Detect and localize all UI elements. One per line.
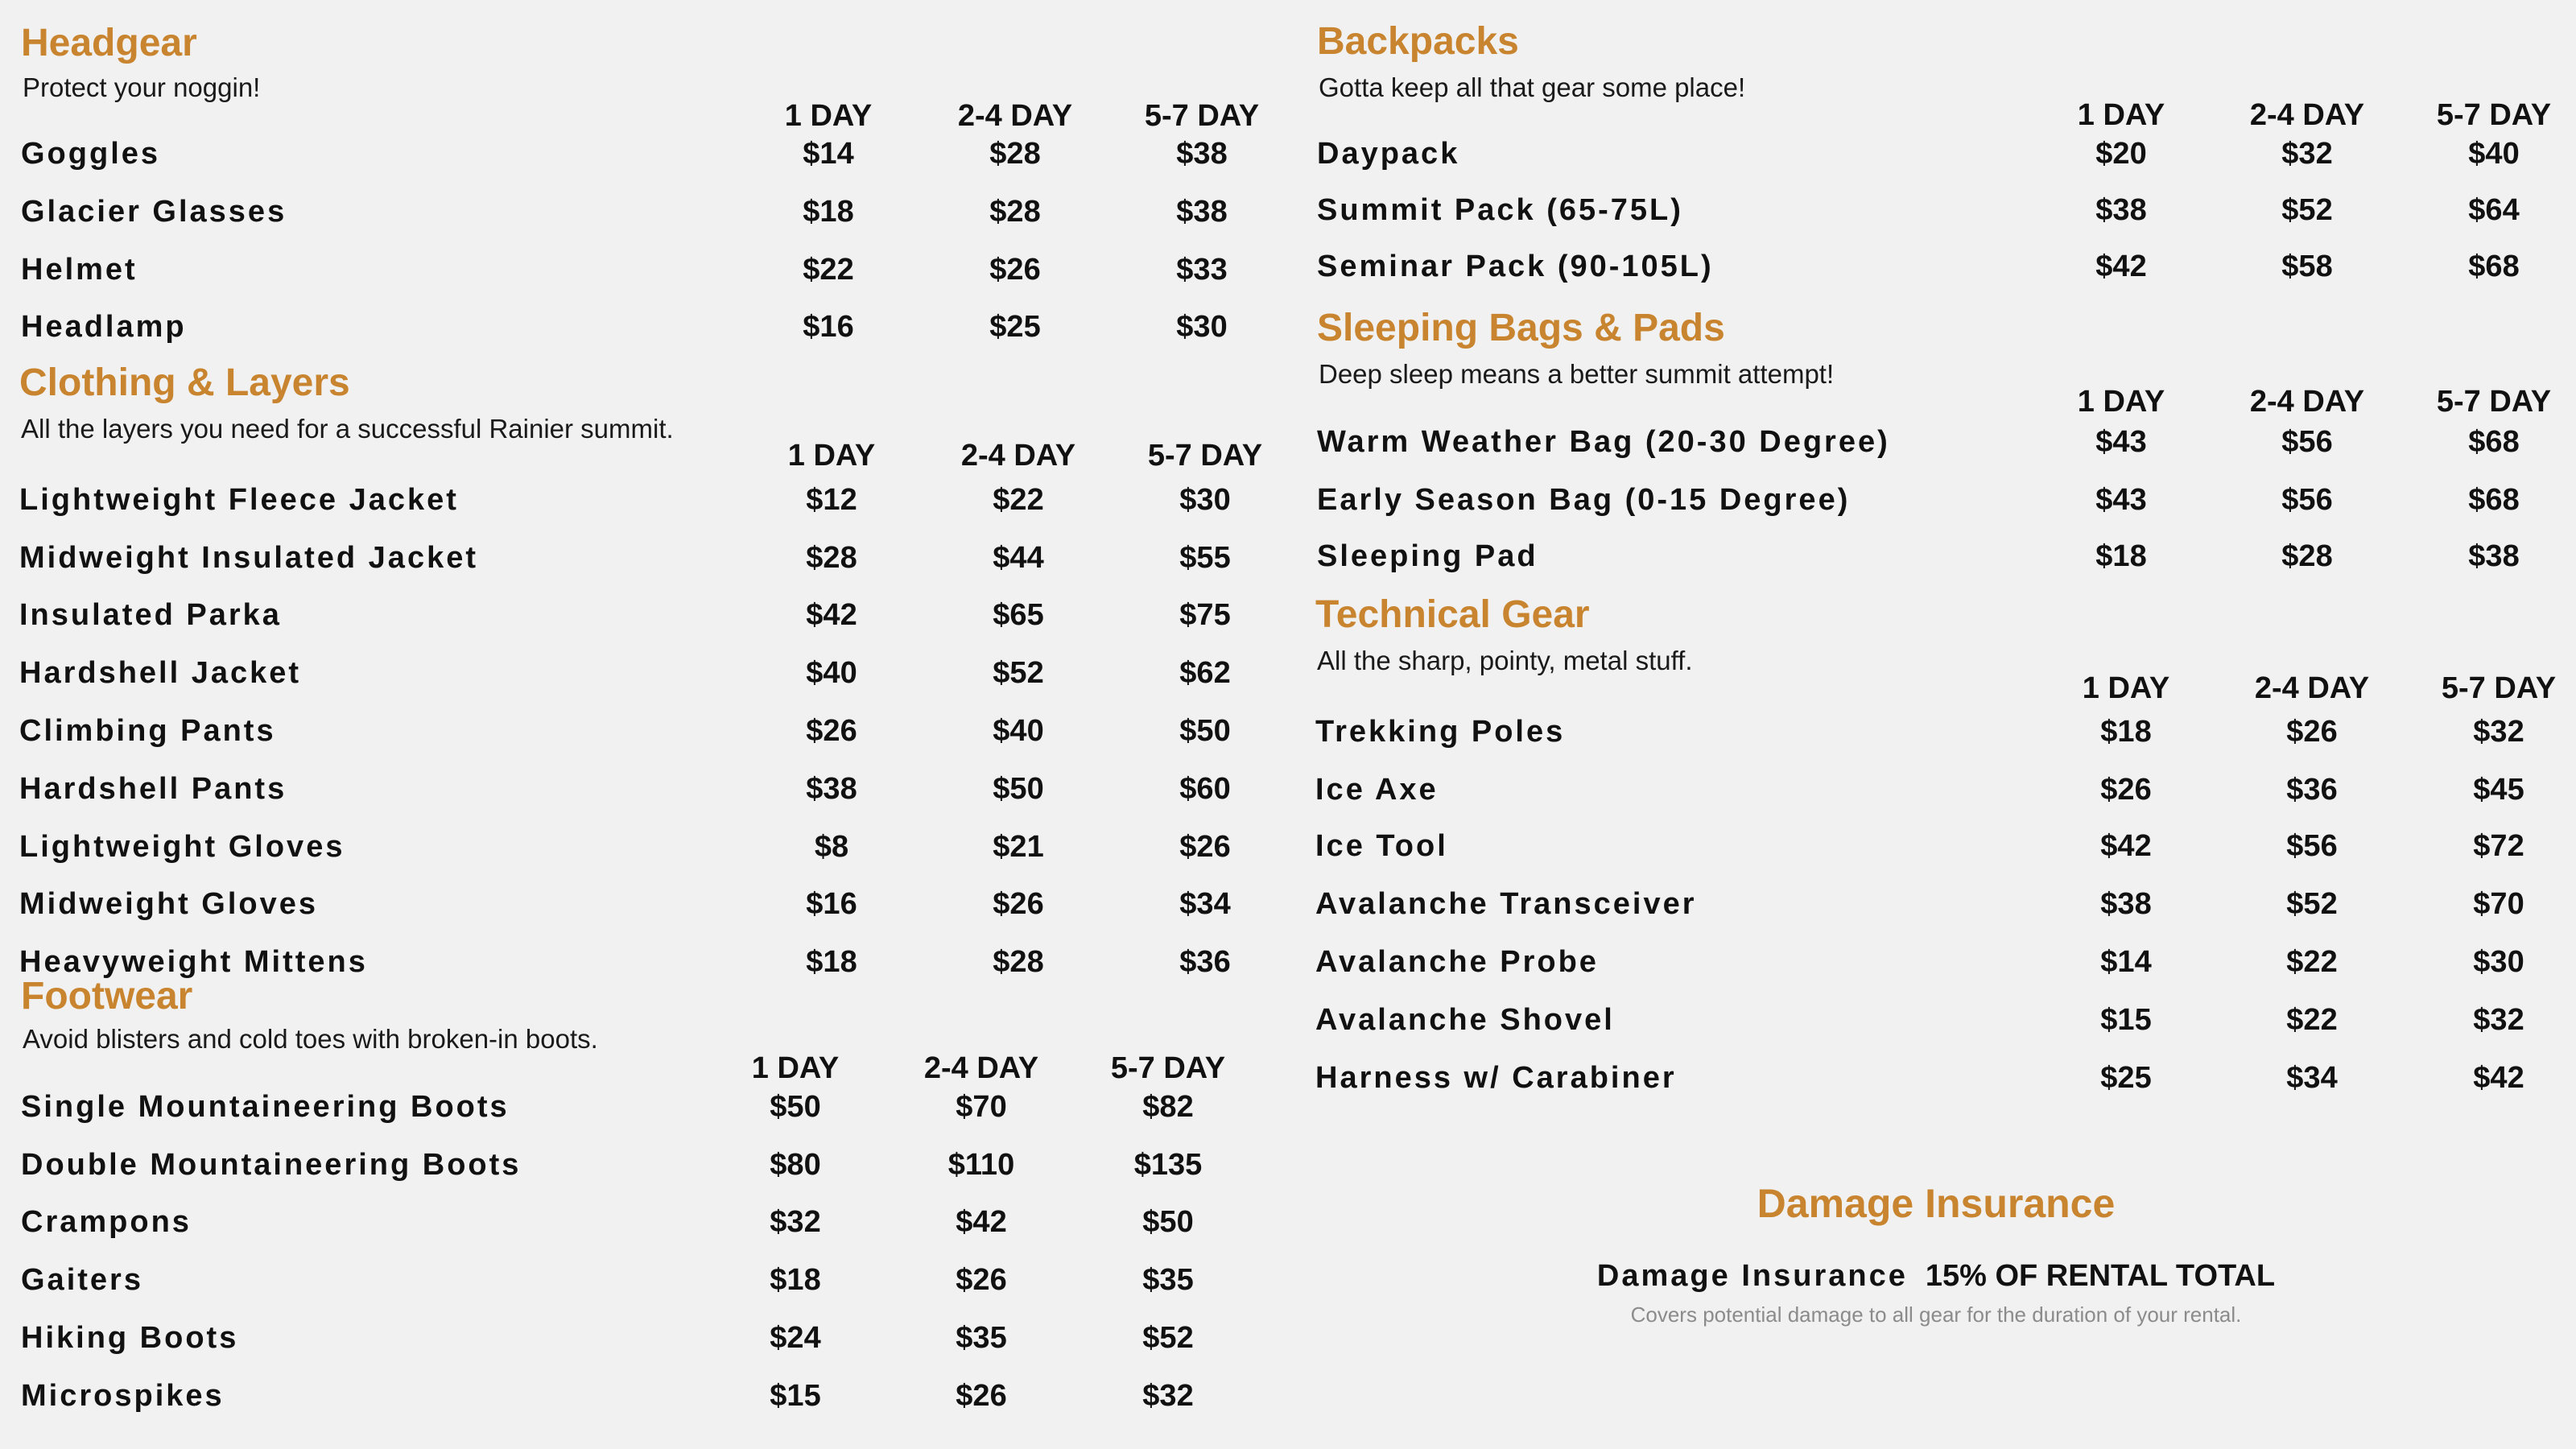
item-name: Avalanche Shovel: [1315, 1003, 1615, 1037]
price-5-7-day: $50: [1179, 714, 1231, 748]
price-2-4-day: $28: [989, 195, 1041, 229]
column-header-2-4-day: 2-4 DAY: [957, 99, 1073, 133]
price-2-4-day: $22: [993, 483, 1044, 517]
item-name: Avalanche Probe: [1315, 945, 1599, 979]
price-5-7-day: $75: [1179, 598, 1231, 632]
price-5-7-day: $30: [2473, 945, 2524, 979]
column-header-2-4-day: 2-4 DAY: [960, 439, 1076, 473]
price-1-day: $38: [806, 772, 857, 806]
column-header-2-4-day: 2-4 DAY: [2254, 671, 2370, 705]
column-header-1-day: 1 DAY: [2082, 671, 2170, 705]
price-1-day: $38: [2100, 887, 2152, 921]
section-title: Sleeping Bags & Pads: [1317, 307, 1725, 349]
price-2-4-day: $52: [993, 656, 1044, 690]
price-5-7-day: $42: [2473, 1061, 2524, 1095]
price-2-4-day: $26: [993, 887, 1044, 921]
price-1-day: $18: [806, 945, 857, 979]
section-subtitle: Protect your noggin!: [23, 72, 261, 102]
price-5-7-day: $68: [2468, 250, 2520, 283]
price-1-day: $18: [2100, 715, 2152, 749]
price-5-7-day: $82: [1142, 1090, 1194, 1124]
price-1-day: $18: [770, 1263, 821, 1297]
price-1-day: $80: [770, 1148, 821, 1182]
price-5-7-day: $26: [1179, 830, 1231, 864]
column-header-1-day: 1 DAY: [784, 99, 873, 133]
section-subtitle: Gotta keep all that gear some place!: [1319, 72, 1746, 102]
item-name: Hiking Boots: [21, 1321, 239, 1355]
price-5-7-day: $64: [2468, 193, 2520, 227]
price-2-4-day: $50: [993, 772, 1044, 806]
price-5-7-day: $62: [1179, 656, 1231, 690]
price-2-4-day: $28: [993, 945, 1044, 979]
price-2-4-day: $42: [956, 1205, 1007, 1239]
price-2-4-day: $58: [2281, 250, 2333, 283]
price-5-7-day: $30: [1179, 483, 1231, 517]
price-2-4-day: $70: [956, 1090, 1007, 1124]
price-2-4-day: $35: [956, 1321, 1007, 1355]
price-2-4-day: $26: [956, 1263, 1007, 1297]
item-name: Hardshell Pants: [19, 772, 287, 806]
price-1-day: $26: [806, 714, 857, 748]
item-name: Glacier Glasses: [21, 195, 287, 229]
section-subtitle: Deep sleep means a better summit attempt!: [1319, 359, 1835, 389]
price-5-7-day: $68: [2468, 483, 2520, 517]
price-2-4-day: $40: [993, 714, 1044, 748]
item-name: Insulated Parka: [19, 598, 282, 632]
item-name: Hardshell Jacket: [19, 656, 302, 690]
price-2-4-day: $110: [947, 1148, 1015, 1182]
price-2-4-day: $22: [2286, 945, 2338, 979]
price-2-4-day: $65: [993, 598, 1044, 632]
price-5-7-day: $30: [1176, 310, 1228, 344]
item-name: Midweight Insulated Jacket: [19, 541, 478, 575]
section-title: Footwear: [21, 975, 193, 1018]
price-1-day: $28: [806, 541, 857, 575]
price-5-7-day: $52: [1142, 1321, 1194, 1355]
price-1-day: $42: [806, 598, 857, 632]
price-1-day: $22: [803, 253, 854, 287]
item-name: Harness w/ Carabiner: [1315, 1061, 1677, 1095]
insurance-block: [1530, 1183, 2343, 1327]
item-name: Single Mountaineering Boots: [21, 1090, 510, 1124]
column-header-1-day: 1 DAY: [2077, 98, 2165, 132]
price-1-day: $50: [770, 1090, 821, 1124]
price-2-4-day: $44: [993, 541, 1044, 575]
price-5-7-day: $55: [1179, 541, 1231, 575]
price-5-7-day: $38: [1176, 137, 1228, 171]
price-2-4-day: $28: [989, 137, 1041, 171]
price-2-4-day: $26: [956, 1379, 1007, 1413]
price-5-7-day: $135: [1133, 1148, 1203, 1182]
column-header-5-7-day: 5-7 DAY: [2436, 98, 2552, 132]
price-1-day: $25: [2100, 1061, 2152, 1095]
price-2-4-day: $32: [2281, 137, 2333, 171]
price-1-day: $32: [770, 1205, 821, 1239]
item-name: Microspikes: [21, 1379, 225, 1413]
price-5-7-day: $68: [2468, 425, 2520, 459]
column-header-2-4-day: 2-4 DAY: [2249, 385, 2365, 419]
price-1-day: $8: [814, 830, 849, 864]
insurance-title: Damage Insurance: [1757, 1181, 2116, 1226]
price-1-day: $24: [770, 1321, 821, 1355]
price-1-day: $16: [806, 887, 857, 921]
price-1-day: $18: [2095, 539, 2147, 573]
price-2-4-day: $56: [2286, 829, 2338, 863]
item-name: Crampons: [21, 1205, 192, 1239]
price-1-day: $26: [2100, 773, 2152, 807]
price-1-day: $18: [803, 195, 854, 229]
column-header-5-7-day: 5-7 DAY: [1144, 99, 1260, 133]
price-2-4-day: $34: [2286, 1061, 2338, 1095]
price-1-day: $40: [806, 656, 857, 690]
item-name: Goggles: [21, 137, 161, 171]
column-header-2-4-day: 2-4 DAY: [923, 1051, 1039, 1085]
price-2-4-day: $52: [2281, 193, 2333, 227]
price-1-day: $14: [803, 137, 854, 171]
item-name: Ice Tool: [1315, 829, 1448, 863]
price-5-7-day: $35: [1142, 1263, 1194, 1297]
item-name: Lightweight Gloves: [19, 830, 345, 864]
price-5-7-day: $45: [2473, 773, 2524, 807]
insurance-line: [1530, 1261, 2343, 1291]
section-title: Clothing & Layers: [19, 361, 350, 404]
price-2-4-day: $22: [2286, 1003, 2338, 1037]
price-5-7-day: $32: [2473, 715, 2524, 749]
column-header-1-day: 1 DAY: [787, 439, 876, 473]
price-5-7-day: $32: [2473, 1003, 2524, 1037]
price-1-day: $16: [803, 310, 854, 344]
price-5-7-day: $36: [1179, 945, 1231, 979]
column-header-2-4-day: 2-4 DAY: [2249, 98, 2365, 132]
column-header-5-7-day: 5-7 DAY: [1147, 439, 1263, 473]
price-1-day: $42: [2100, 829, 2152, 863]
item-name: Sleeping Pad: [1317, 539, 1538, 573]
item-name: Gaiters: [21, 1263, 143, 1297]
price-5-7-day: $40: [2468, 137, 2520, 171]
price-2-4-day: $56: [2281, 425, 2333, 459]
price-2-4-day: $26: [2286, 715, 2338, 749]
item-name: Daypack: [1317, 137, 1460, 171]
column-header-5-7-day: 5-7 DAY: [1110, 1051, 1226, 1085]
price-5-7-day: $72: [2473, 829, 2524, 863]
price-2-4-day: $26: [989, 253, 1041, 287]
price-5-7-day: $38: [1176, 195, 1228, 229]
price-1-day: $43: [2095, 483, 2147, 517]
section-title: Backpacks: [1317, 20, 1519, 63]
price-2-4-day: $25: [989, 310, 1041, 344]
item-name: Trekking Poles: [1315, 715, 1566, 749]
item-name: Summit Pack (65-75L): [1317, 193, 1683, 227]
price-5-7-day: $70: [2473, 887, 2524, 921]
insurance-note: Covers potential damage to all gear for the duration of your rental.: [1630, 1302, 2242, 1327]
section-title: Technical Gear: [1315, 593, 1590, 636]
price-5-7-day: $38: [2468, 539, 2520, 573]
item-name: Avalanche Transceiver: [1315, 887, 1697, 921]
item-name: Midweight Gloves: [19, 887, 319, 921]
price-5-7-day: $60: [1179, 772, 1231, 806]
item-name: Headlamp: [21, 310, 187, 344]
price-1-day: $20: [2095, 137, 2147, 171]
column-header-1-day: 1 DAY: [2077, 385, 2165, 419]
price-2-4-day: $36: [2286, 773, 2338, 807]
item-name: Early Season Bag (0-15 Degree): [1317, 483, 1851, 517]
section-subtitle: All the layers you need for a successful Rainier summit.: [21, 414, 674, 444]
price-5-7-day: $50: [1142, 1205, 1194, 1239]
item-name: Climbing Pants: [19, 714, 276, 748]
price-1-day: $43: [2095, 425, 2147, 459]
price-1-day: $15: [770, 1379, 821, 1413]
column-header-1-day: 1 DAY: [751, 1051, 840, 1085]
item-name: Warm Weather Bag (20-30 Degree): [1317, 425, 1890, 459]
item-name: Seminar Pack (90-105L): [1317, 250, 1714, 283]
item-name: Helmet: [21, 253, 138, 287]
price-1-day: $42: [2095, 250, 2147, 283]
section-subtitle: Avoid blisters and cold toes with broken-in boots.: [23, 1024, 598, 1054]
item-name: Double Mountaineering Boots: [21, 1148, 522, 1182]
insurance-name: Damage Insurance: [1596, 1259, 1908, 1293]
column-header-5-7-day: 5-7 DAY: [2436, 385, 2552, 419]
section-subtitle: All the sharp, pointy, metal stuff.: [1317, 646, 1693, 675]
price-5-7-day: $32: [1142, 1379, 1194, 1413]
price-1-day: $15: [2100, 1003, 2152, 1037]
price-5-7-day: $33: [1176, 253, 1228, 287]
price-2-4-day: $56: [2281, 483, 2333, 517]
price-1-day: $14: [2100, 945, 2152, 979]
section-title: Headgear: [21, 22, 197, 64]
insurance-value: 15% OF RENTAL TOTAL: [1925, 1259, 2276, 1293]
price-2-4-day: $52: [2286, 887, 2338, 921]
price-1-day: $38: [2095, 193, 2147, 227]
item-name: Ice Axe: [1315, 773, 1439, 807]
price-5-7-day: $34: [1179, 887, 1231, 921]
price-2-4-day: $28: [2281, 539, 2333, 573]
price-1-day: $12: [806, 483, 857, 517]
item-name: Lightweight Fleece Jacket: [19, 483, 459, 517]
item-name: Heavyweight Mittens: [19, 945, 368, 979]
column-header-5-7-day: 5-7 DAY: [2441, 671, 2557, 705]
price-2-4-day: $21: [993, 830, 1044, 864]
